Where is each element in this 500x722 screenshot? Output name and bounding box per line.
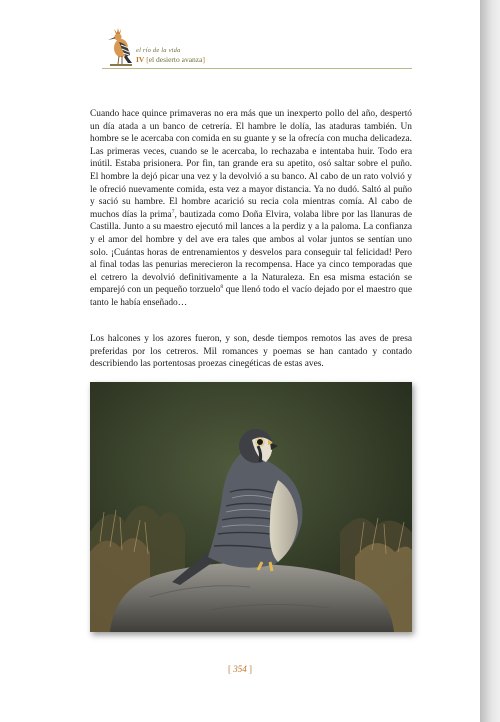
adjacent-page-edge: [480, 0, 500, 722]
chapter-line: [136, 55, 205, 64]
chapter-title: el desierto avanza: [148, 55, 203, 64]
page-number-bracket-close: ]: [249, 664, 252, 674]
paragraph-1-part-b: , bautizada como Doña Elvira, volaba libre por las llanuras de Castilla. Junto a su maestro ejecutó mil lances a la perdiz y a la paloma. La confianza y el amor del hombre y del ave era tales que ambos al volar juntos se sentían uno solo. ¡Cuántas horas de entrenamientos y desvelos para conseguir tal felicidad! Pero al final todas las penurias merecieron la recompensa. Hace ya cinco temporadas que el cetrero la devolvió definitivamente a la Naturaleza. En esa misma estación se emparejó con un pequeño torzuelo: [90, 209, 412, 296]
footnote-ref-8[interactable]: 8: [220, 284, 224, 291]
header-rule: [102, 68, 412, 69]
body-paragraph-1: [90, 108, 412, 310]
chapter-bracket-close: ]: [202, 55, 205, 64]
hoopoe-bird-icon: [104, 28, 136, 68]
peregrine-falcon-on-rock-photo: [90, 382, 412, 632]
series-title: el río de la vida: [136, 47, 181, 54]
page-number: [0, 664, 480, 674]
chapter-number: IV: [136, 55, 145, 64]
footnote-ref-7[interactable]: 7: [171, 208, 175, 215]
page-number-value: 354: [233, 664, 247, 674]
running-header: [136, 47, 205, 64]
paragraph-1-part-a: Cuando hace quince primaveras no era más que un inexperto pollo del año, despertó un día atada a un banco de cetrería. El hambre le dolía, las ataduras también. Un hombre se le acercaba con comida en su guante y se la ofrecía con mucha delicadeza. Las primeras veces, cuando se le acercaba, lo rechazaba e intentaba huir. Todo era inútil. Estaba prisionera. Por fin, tan grande era su apetito, osó saltar sobre el puño. El hombre la dejó picar una vez y la devolvió a su banco. Al cabo de un rato volvió y le ofreció nuevamente comida, esta vez a mayor distancia. Ya no dudó. Saltó al puño y sació su hambre. El hombre acarició su recia cola mientras comía. Al cabo de muchos días la prima: [90, 109, 412, 220]
chapter-bracket-open: [: [146, 55, 149, 64]
body-paragraph-2: Los halcones y los azores fueron, y son, desde tiempos remotos las aves de presa preferidas por los cetreros. Mil romances y poemas se han cantado y contado describiendo las portentosas proezas cinegéticas de estas aves.: [90, 334, 412, 370]
paragraph-1-part-c: que llenó todo el vacío dejado por el maestro que tanto le había enseñado…: [90, 285, 413, 308]
page-number-bracket-open: [: [228, 664, 231, 674]
